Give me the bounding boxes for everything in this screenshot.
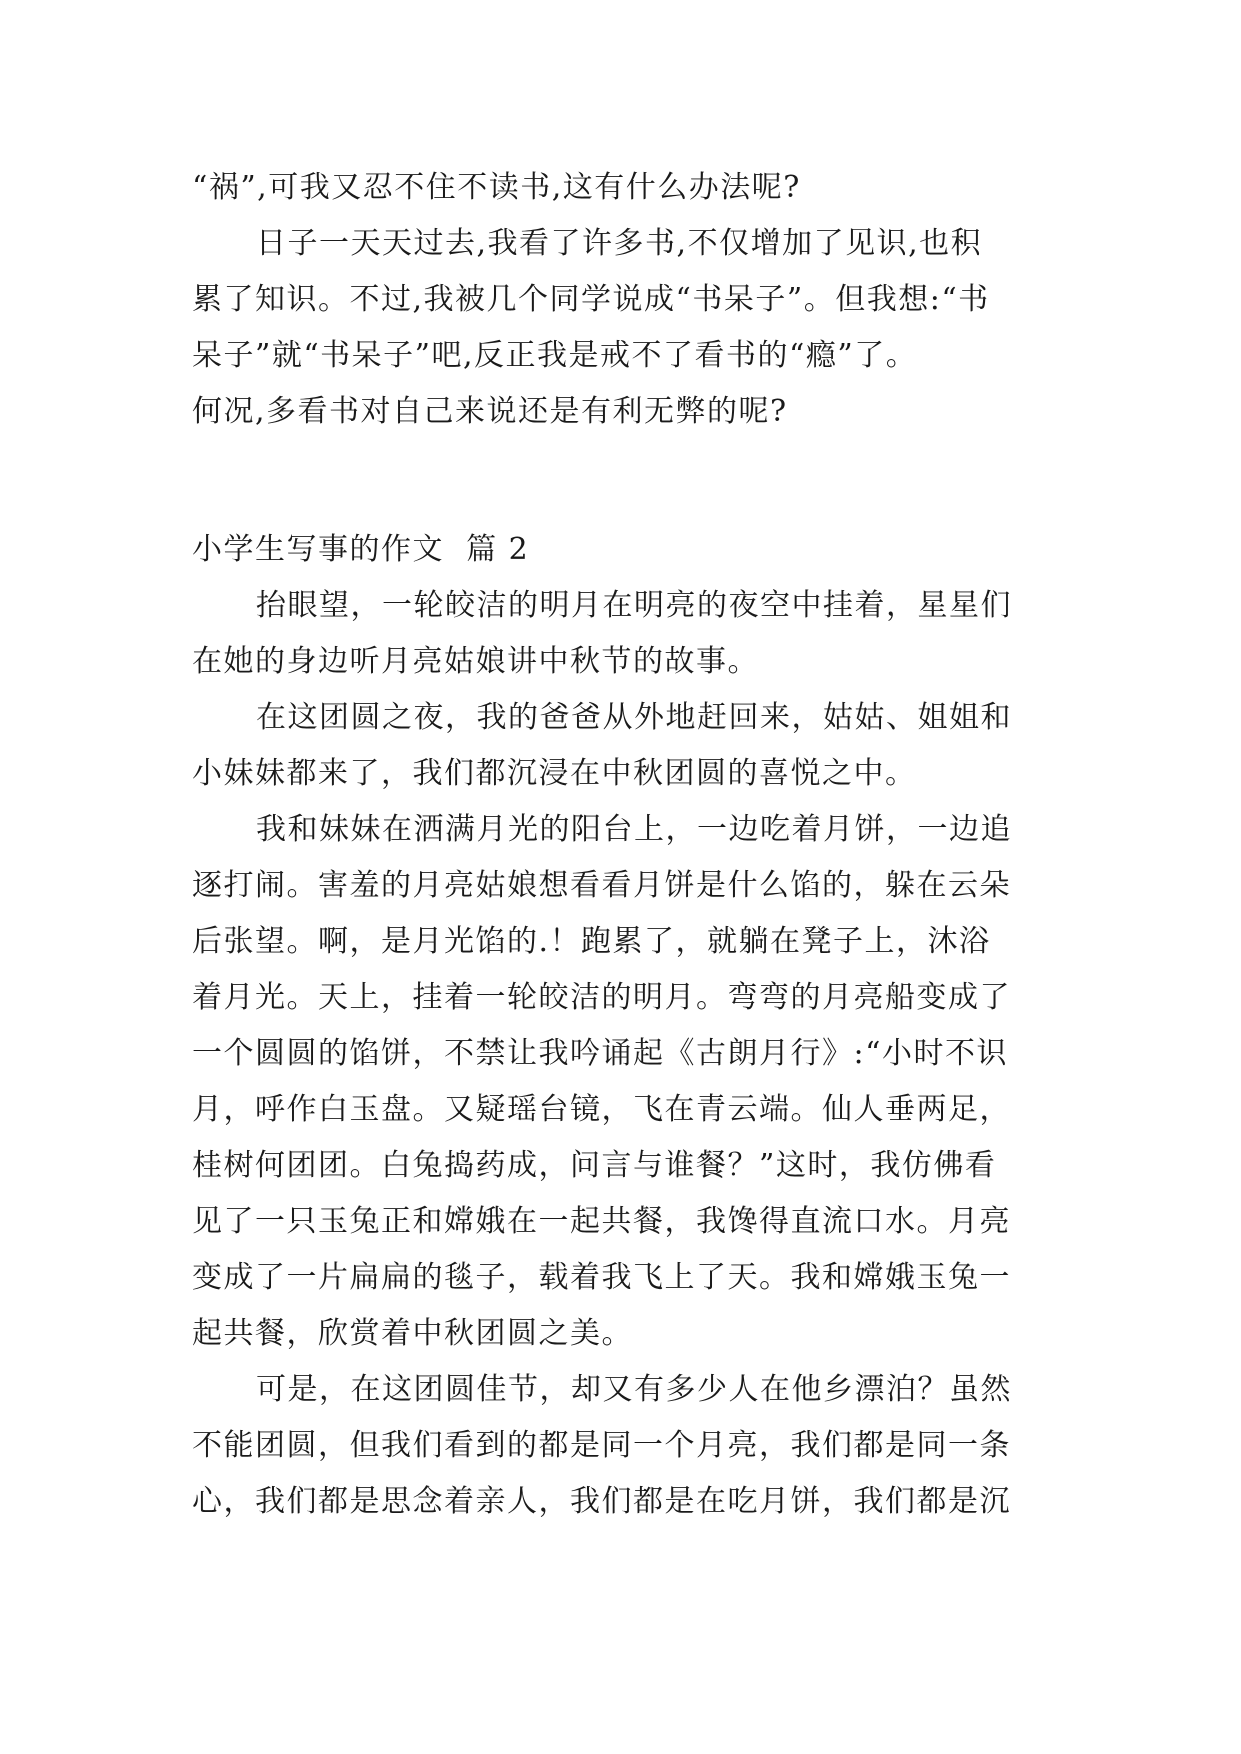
paragraph-line: 月，呼作白玉盘。又疑瑶台镜，飞在青云端。仙人垂两足， <box>192 1092 1011 1127</box>
paragraph-line: 起共餐，欣赏着中秋团圆之美。 <box>192 1316 633 1351</box>
paragraph-line: 我和妹妹在洒满月光的阳台上，一边吃着月饼，一边追 <box>256 812 1012 847</box>
paragraph-line: 在这团圆之夜，我的爸爸从外地赶回来，姑姑、姐姐和 <box>256 700 1012 735</box>
paragraph-line: 一个圆圆的馅饼，不禁让我吟诵起《古朗月行》:“小时不识 <box>192 1036 1008 1071</box>
paragraph-line: 可是，在这团圆佳节，却又有多少人在他乡漂泊？虽然 <box>256 1372 1012 1407</box>
section-heading: 小学生写事的作文 篇 2 <box>192 532 530 567</box>
paragraph-line: 抬眼望，一轮皎洁的明月在明亮的夜空中挂着，星星们 <box>256 588 1012 623</box>
paragraph-line: 见了一只玉兔正和嫦娥在一起共餐，我馋得直流口水。月亮 <box>192 1204 1011 1239</box>
document-page <box>192 160 1052 1530</box>
paragraph-line: 变成了一片扁扁的毯子，载着我飞上了天。我和嫦娥玉兔一 <box>192 1260 1011 1295</box>
paragraph-line: 不能团圆，但我们看到的都是同一个月亮，我们都是同一条 <box>192 1428 1011 1463</box>
paragraph-line: “祸”,可我又忍不住不读书,这有什么办法呢? <box>192 170 801 205</box>
section-gap <box>192 440 1052 522</box>
paragraph-line: 小妹妹都来了，我们都沉浸在中秋团圆的喜悦之中。 <box>192 756 917 791</box>
paragraph-line: 何况,多看书对自己来说还是有利无弊的呢? <box>192 394 788 429</box>
paragraph-line: 呆子”就“书呆子”吧,反正我是戒不了看书的“瘾”了。 <box>192 338 918 373</box>
paragraph-line: 日子一天天过去,我看了许多书,不仅增加了见识,也积 <box>256 226 983 261</box>
paragraph-line: 着月光。天上，挂着一轮皎洁的明月。弯弯的月亮船变成了 <box>192 980 1011 1015</box>
paragraph-line: 累了知识。不过,我被几个同学说成“书呆子”。但我想:“书 <box>192 282 990 317</box>
paragraph-line: 逐打闹。害羞的月亮姑娘想看看月饼是什么馅的，躲在云朵 <box>192 868 1011 903</box>
paragraph-line: 心，我们都是思念着亲人，我们都是在吃月饼，我们都是沉 <box>192 1484 1011 1519</box>
paragraph-line: 桂树何团团。白兔捣药成，问言与谁餐？”这时，我仿佛看 <box>192 1148 997 1183</box>
paragraph-line: 在她的身边听月亮姑娘讲中秋节的故事。 <box>192 644 759 679</box>
paragraph-line: 后张望。啊，是月光馅的.！跑累了，就躺在凳子上，沐浴 <box>192 924 991 959</box>
